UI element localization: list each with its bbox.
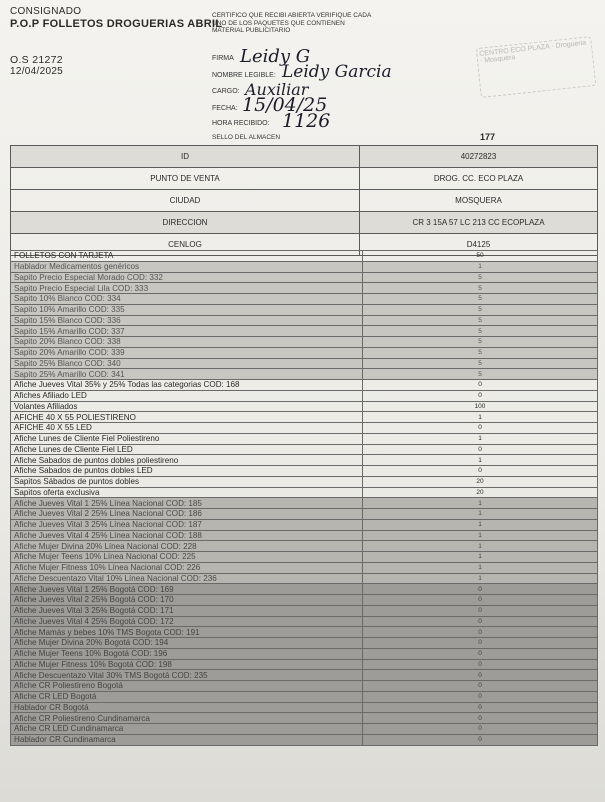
table-row <box>11 390 598 401</box>
item-description: Afiche CR LED Bogotá <box>11 691 363 702</box>
table-row <box>11 487 598 498</box>
item-quantity: 1 <box>363 541 598 552</box>
sello-label: SELLO DEL ALMACEN <box>212 134 281 141</box>
item-description: Sapito 10% Amarillo COD: 335 <box>11 304 363 315</box>
item-description: Afiche Lunes de Cliente Fiel Poliestireno <box>11 433 363 444</box>
item-quantity: 5 <box>363 315 598 326</box>
item-quantity: 100 <box>363 401 598 412</box>
item-quantity: 1 <box>363 552 598 563</box>
company-name: P.O.P FOLLETOS DROGUERIAS ABRIL <box>10 18 223 30</box>
info-row <box>11 146 598 168</box>
order-number: O.S 21272 <box>10 54 63 66</box>
item-description: Afiche Jueves Vital 4 25% Línea Nacional COD: 188 <box>11 530 363 541</box>
item-description: Afiche Mujer Divina 20% Línea Nacional COD: 228 <box>11 541 363 552</box>
certificate-text: CERTIFICO QUE RECIBI ABIERTA VERIFIQUE CADA UNO DE LOS PAQUETES QUE CONTIENEN MATERIAL PUBLICITARIO <box>212 12 371 34</box>
item-quantity: 5 <box>363 347 598 358</box>
item-quantity: 1 <box>363 509 598 520</box>
item-quantity: 5 <box>363 358 598 369</box>
item-quantity: 0 <box>363 670 598 681</box>
table-row <box>11 369 598 380</box>
item-quantity: 0 <box>363 423 598 434</box>
table-row <box>11 713 598 724</box>
table-row <box>11 595 598 606</box>
info-label: CENLOG <box>11 234 360 256</box>
table-row <box>11 272 598 283</box>
fecha-value: 15/04/25 <box>242 94 328 116</box>
table-row <box>11 380 598 391</box>
items-table <box>10 250 598 746</box>
item-quantity: 5 <box>363 294 598 305</box>
item-quantity: 0 <box>363 584 598 595</box>
item-description: Sapito 15% Blanco COD: 336 <box>11 315 363 326</box>
info-row <box>11 212 598 234</box>
item-description: Afiche Sabados de puntos dobles poliestireno <box>11 455 363 466</box>
item-description: Afiche Jueves Vital 2 25% Línea Nacional COD: 186 <box>11 509 363 520</box>
item-description: Afiche Descuentazo Vital 30% TMS Bogotá COD: 235 <box>11 670 363 681</box>
item-description: Afiche Jueves Vital 3 25% Línea Nacional COD: 187 <box>11 519 363 530</box>
table-row <box>11 724 598 735</box>
info-label: DIRECCION <box>11 212 360 234</box>
table-row <box>11 530 598 541</box>
firma-signature: Leidy G <box>240 46 311 67</box>
table-row <box>11 412 598 423</box>
table-row <box>11 509 598 520</box>
item-description: Sapito Precio Especial Lila COD: 333 <box>11 283 363 294</box>
item-quantity: 0 <box>363 444 598 455</box>
item-quantity: 1 <box>363 530 598 541</box>
item-description: Sapitos oferta exclusiva <box>11 487 363 498</box>
item-description: Afiche Lunes de Cliente Fiel LED <box>11 444 363 455</box>
fecha-label: FECHA: <box>212 105 238 112</box>
item-quantity: 1 <box>363 498 598 509</box>
cargo-label: CARGO: <box>212 88 240 95</box>
item-description: Afiche Jueves Vital 1 25% Bogotá COD: 169 <box>11 584 363 595</box>
item-description: Afiche Jueves Vital 35% y 25% Todas las categorias COD: 168 <box>11 380 363 391</box>
table-row <box>11 444 598 455</box>
table-row <box>11 734 598 745</box>
order-date: 12/04/2025 <box>10 66 64 77</box>
info-value: CR 3 15A 57 LC 213 CC ECOPLAZA <box>360 212 598 234</box>
table-row <box>11 616 598 627</box>
hora-label: HORA RECIBIDO: <box>212 120 270 127</box>
item-description: Sapito 25% Amarillo COD: 341 <box>11 369 363 380</box>
item-quantity: 0 <box>363 648 598 659</box>
box-number: 177 <box>480 132 496 142</box>
item-description: Hablador CR Bogotá <box>11 702 363 713</box>
item-quantity: 5 <box>363 283 598 294</box>
item-quantity: 0 <box>363 638 598 649</box>
item-description: Afiche Mujer Teens 10% Bogotá COD: 196 <box>11 648 363 659</box>
table-row <box>11 466 598 477</box>
store-info-table <box>10 145 598 256</box>
nombre-value: Leidy Garcia <box>282 62 392 82</box>
hora-value: 1126 <box>282 110 331 132</box>
info-row <box>11 190 598 212</box>
info-value: D4125 <box>360 234 598 256</box>
item-description: Sapito 10% Blanco COD: 334 <box>11 294 363 305</box>
table-row <box>11 337 598 348</box>
item-description: Afiche Mujer Fitness 10% Bogotá COD: 198 <box>11 659 363 670</box>
item-description: FOLLETOS CON TARJETA <box>11 251 363 262</box>
item-quantity: 0 <box>363 734 598 745</box>
item-description: Afiches Afiliado LED <box>11 390 363 401</box>
item-quantity: 0 <box>363 595 598 606</box>
nombre-label: NOMBRE LEGIBLE: <box>212 72 276 79</box>
item-quantity: 0 <box>363 659 598 670</box>
item-quantity: 0 <box>363 681 598 692</box>
item-description: Afiche Jueves Vital 4 25% Bogotá COD: 172 <box>11 616 363 627</box>
item-quantity: 0 <box>363 627 598 638</box>
table-row <box>11 638 598 649</box>
table-row <box>11 659 598 670</box>
item-quantity: 0 <box>363 616 598 627</box>
table-row <box>11 433 598 444</box>
table-row <box>11 315 598 326</box>
table-row <box>11 476 598 487</box>
item-description: Afiche Mamás y bebes 10% TMS Bogota COD: 191 <box>11 627 363 638</box>
item-quantity: 1 <box>363 562 598 573</box>
item-quantity: 1 <box>363 519 598 530</box>
table-row <box>11 541 598 552</box>
item-quantity: 0 <box>363 713 598 724</box>
item-quantity: 1 <box>363 412 598 423</box>
table-row <box>11 261 598 272</box>
item-description: Afiche Descuentazo Vital 10% Línea Nacional COD: 236 <box>11 573 363 584</box>
item-description: Sapitos Sábados de puntos dobles <box>11 476 363 487</box>
info-value: DROG. CC. ECO PLAZA <box>360 168 598 190</box>
table-row <box>11 691 598 702</box>
table-row <box>11 498 598 509</box>
item-description: Afiche Mujer Fitness 10% Línea Nacional COD: 226 <box>11 562 363 573</box>
item-quantity: 5 <box>363 337 598 348</box>
table-row <box>11 326 598 337</box>
item-description: Afiche Jueves Vital 1 25% Línea Nacional COD: 185 <box>11 498 363 509</box>
item-quantity: 20 <box>363 487 598 498</box>
table-row <box>11 358 598 369</box>
table-row <box>11 562 598 573</box>
item-description: Sapito 25% Blanco COD: 340 <box>11 358 363 369</box>
table-row <box>11 304 598 315</box>
item-quantity: 0 <box>363 724 598 735</box>
cargo-value: Auxiliar <box>245 80 309 99</box>
table-row <box>11 347 598 358</box>
item-quantity: 5 <box>363 326 598 337</box>
info-value: MOSQUERA <box>360 190 598 212</box>
item-quantity: 50 <box>363 251 598 262</box>
table-row <box>11 573 598 584</box>
item-description: AFICHE 40 X 55 LED <box>11 423 363 434</box>
table-row <box>11 552 598 563</box>
info-label: ID <box>11 146 360 168</box>
header-block <box>10 6 222 78</box>
item-description: Sapito 20% Blanco COD: 338 <box>11 337 363 348</box>
table-row <box>11 423 598 434</box>
firma-label: FIRMA <box>212 55 234 62</box>
item-description: Afiche CR Poliestireno Cundinamarca <box>11 713 363 724</box>
table-row <box>11 681 598 692</box>
item-description: Volantes Afiliados <box>11 401 363 412</box>
table-row <box>11 294 598 305</box>
info-label: CIUDAD <box>11 190 360 212</box>
table-row <box>11 670 598 681</box>
table-row <box>11 627 598 638</box>
item-quantity: 0 <box>363 691 598 702</box>
item-quantity: 0 <box>363 390 598 401</box>
item-description: Afiche Mujer Teens 10% Línea Nacional COD: 225 <box>11 552 363 563</box>
info-row <box>11 168 598 190</box>
table-row <box>11 251 598 262</box>
table-row <box>11 648 598 659</box>
item-description: Afiche CR Poliestireno Bogotá <box>11 681 363 692</box>
table-row <box>11 605 598 616</box>
item-description: Afiche CR LED Cundinamarca <box>11 724 363 735</box>
item-description: Sapito Precio Especial Morado COD: 332 <box>11 272 363 283</box>
item-description: Afiche Sabados de puntos dobles LED <box>11 466 363 477</box>
table-row <box>11 283 598 294</box>
item-description: Hablador CR Cundinamarca <box>11 734 363 745</box>
item-quantity: 0 <box>363 605 598 616</box>
item-quantity: 0 <box>363 702 598 713</box>
item-description: Hablador Medicamentos genéricos <box>11 261 363 272</box>
item-description: Afiche Jueves Vital 2 25% Bogotá COD: 170 <box>11 595 363 606</box>
item-description: Afiche Mujer Divina 20% Bogotá COD: 194 <box>11 638 363 649</box>
item-quantity: 5 <box>363 304 598 315</box>
item-quantity: 0 <box>363 466 598 477</box>
store-stamp: CENTRO ECO PLAZA · Drogueria · Mosquera <box>476 36 597 98</box>
item-quantity: 5 <box>363 369 598 380</box>
item-quantity: 1 <box>363 261 598 272</box>
table-row <box>11 584 598 595</box>
info-value: 40272823 <box>360 146 598 168</box>
item-description: Sapito 20% Amarillo COD: 339 <box>11 347 363 358</box>
item-description: Sapito 15% Amarillo COD: 337 <box>11 326 363 337</box>
table-row <box>11 702 598 713</box>
item-description: AFICHE 40 X 55 POLIESTIRENO <box>11 412 363 423</box>
item-quantity: 1 <box>363 455 598 466</box>
table-row <box>11 455 598 466</box>
item-quantity: 1 <box>363 433 598 444</box>
items-body <box>11 251 598 746</box>
item-quantity: 0 <box>363 380 598 391</box>
table-row <box>11 519 598 530</box>
consignee-label: CONSIGNADO <box>10 6 82 17</box>
item-quantity: 1 <box>363 573 598 584</box>
info-label: PUNTO DE VENTA <box>11 168 360 190</box>
item-quantity: 5 <box>363 272 598 283</box>
item-description: Afiche Jueves Vital 3 25% Bogotá COD: 171 <box>11 605 363 616</box>
item-quantity: 20 <box>363 476 598 487</box>
table-row <box>11 401 598 412</box>
